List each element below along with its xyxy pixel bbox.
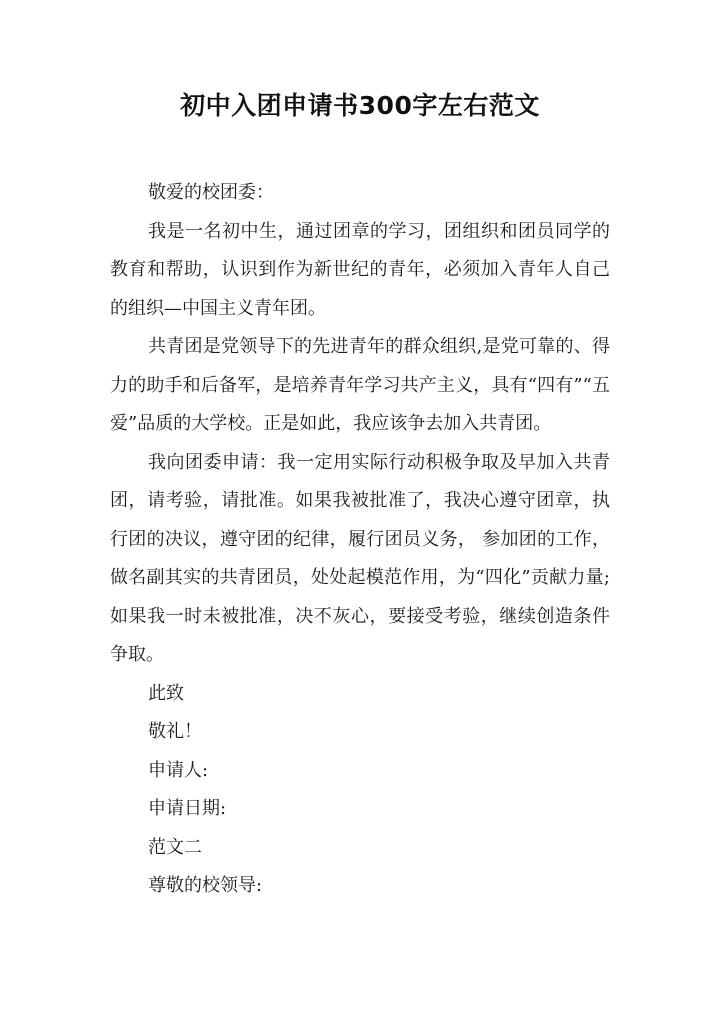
- applicant-label: 申请人:: [148, 759, 209, 781]
- closing-line-2: 敬礼！: [148, 721, 202, 742]
- paragraph-about-league: 共青团是党领导下的先进青年的群众组织,是党可靠的、得力的助手和后备军，是培养青年学习共产主义，具有“四有”“五爱”品质的大学校。正是如此，我应该争去加入共青团。: [110, 336, 610, 434]
- closing-line-1: 此致: [148, 682, 184, 704]
- sample-two-heading: 范文二: [148, 836, 202, 858]
- sample-two-salutation: 尊敬的校领导:: [148, 875, 263, 896]
- document-title: 初中入团申请书300字左右范文: [180, 91, 540, 120]
- paragraph-introduction: 我是一名初中生，通过团章的学习，团组织和团员同学的教育和帮助，认识到作为新世纪的青年，必须加入青年人自己的组织—中国主义青年团。: [110, 220, 610, 319]
- salutation: 敬爱的校团委：: [148, 182, 274, 203]
- document-body: [110, 174, 610, 906]
- paragraph-application: 我向团委申请：我一定用实际行动积极争取及早加入共青团，请考验，请批准。如果我被批准了，我决心遵守团章，执行团的决议，遵守团的纪律，履行团员义务， 参加团的工作，做名副其实的共青团员，处处起模范作用，为“四化”贡献力量;如果我一时未被批准，决不灰心，要接受考验，继续创造条件争取。: [110, 451, 610, 665]
- application-date-label: 申请日期:: [148, 798, 227, 819]
